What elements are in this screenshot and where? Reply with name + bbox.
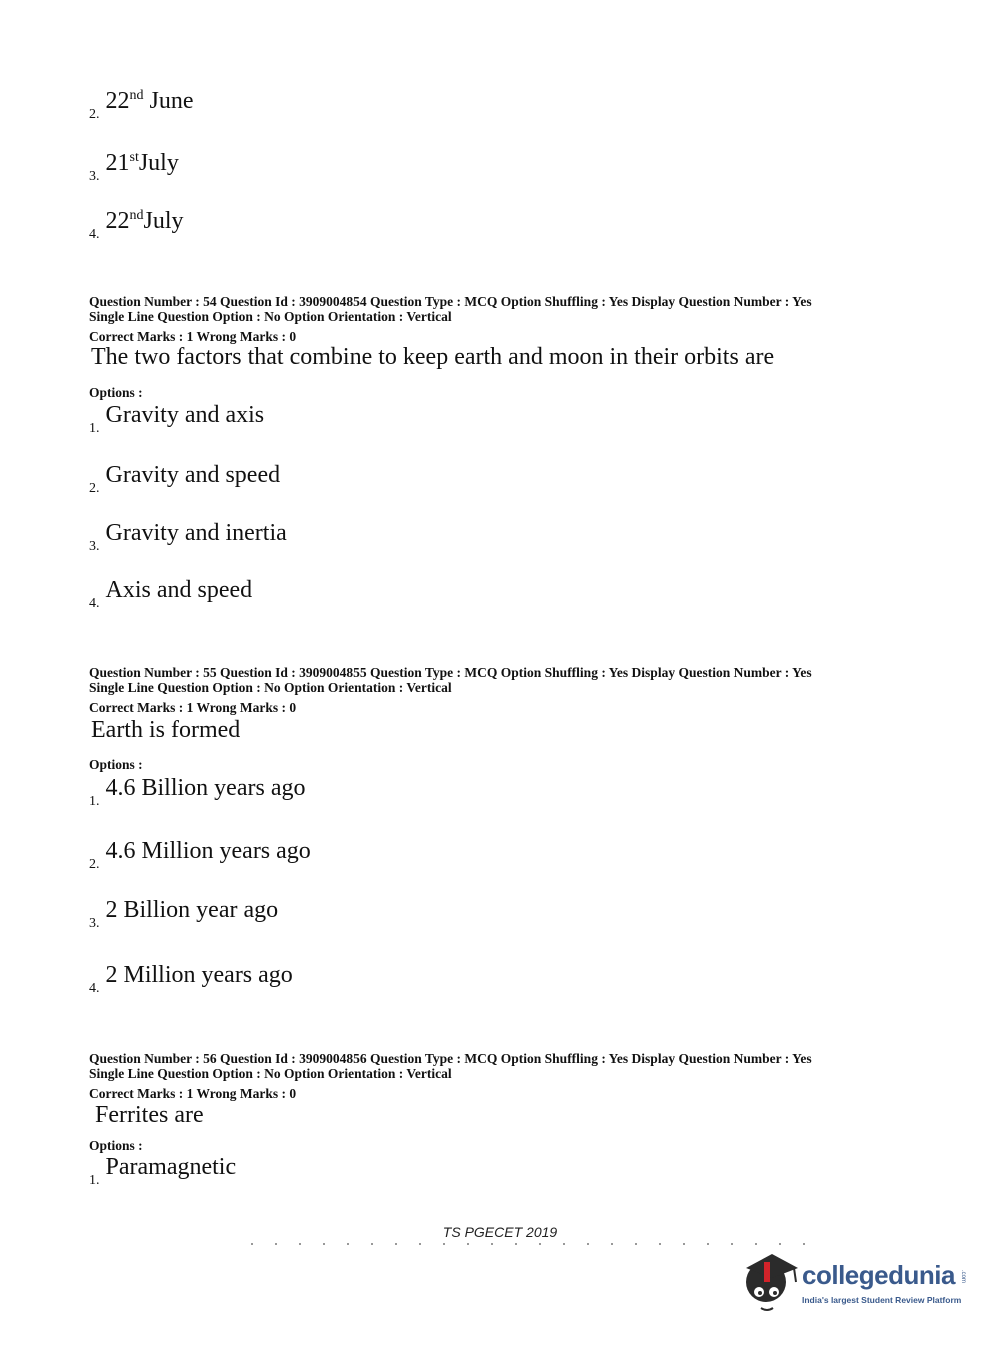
logo-domain: .com	[960, 1270, 966, 1284]
question-54-option-2: 2.Gravity and speed	[89, 462, 281, 496]
question-55-marks: Correct Marks : 1 Wrong Marks : 0	[89, 700, 297, 715]
footer-divider	[240, 1243, 810, 1245]
question-56-meta: Question Number : 56 Question Id : 3909004856 Question Type : MCQ Option Shuffling : Yes Display Question Number : Yes Single Line Question Option : No Option Orientation : Vertical	[89, 1051, 812, 1081]
question-56-options-label: Options :	[89, 1138, 143, 1153]
question-55-option-3: 3.2 Billion year ago	[89, 897, 279, 931]
logo-wordmark: collegedunia	[802, 1260, 955, 1290]
top-option-2: 2.22nd June	[89, 88, 194, 122]
question-55-option-4: 4.2 Million years ago	[89, 962, 293, 996]
question-54-marks: Correct Marks : 1 Wrong Marks : 0	[89, 329, 297, 344]
question-55-option-2: 2.4.6 Million years ago	[89, 838, 311, 872]
question-55-options-label: Options :	[89, 757, 143, 772]
question-55-meta: Question Number : 55 Question Id : 3909004855 Question Type : MCQ Option Shuffling : Yes Display Question Number : Yes Single Line Question Option : No Option Orientation : Vertical	[89, 665, 812, 695]
top-option-4: 4.22ndJuly	[89, 208, 184, 242]
collegedunia-logo	[742, 1248, 972, 1318]
question-56-text: Ferrites are	[95, 1102, 204, 1128]
question-55-option-1: 1.4.6 Billion years ago	[89, 775, 306, 809]
question-56-option-1: 1.Paramagnetic	[89, 1154, 237, 1188]
top-option-3: 3.21stJuly	[89, 150, 179, 184]
question-55-text: Earth is formed	[91, 717, 241, 743]
question-54-options-label: Options :	[89, 385, 143, 400]
question-54-option-1: 1.Gravity and axis	[89, 402, 265, 436]
question-56-marks: Correct Marks : 1 Wrong Marks : 0	[89, 1086, 297, 1101]
question-54-meta: Question Number : 54 Question Id : 3909004854 Question Type : MCQ Option Shuffling : Yes Display Question Number : Yes Single Line Question Option : No Option Orientation : Vertical	[89, 294, 812, 324]
question-54-option-3: 3.Gravity and inertia	[89, 520, 287, 554]
graduate-mascot-icon	[742, 1248, 802, 1318]
question-54-option-4: 4.Axis and speed	[89, 577, 253, 611]
question-54-text: The two factors that combine to keep earth and moon in their orbits are	[91, 344, 775, 370]
footer-exam-title: TS PGECET 2019	[442, 1224, 558, 1240]
logo-tagline: India's largest Student Review Platform	[802, 1295, 962, 1305]
